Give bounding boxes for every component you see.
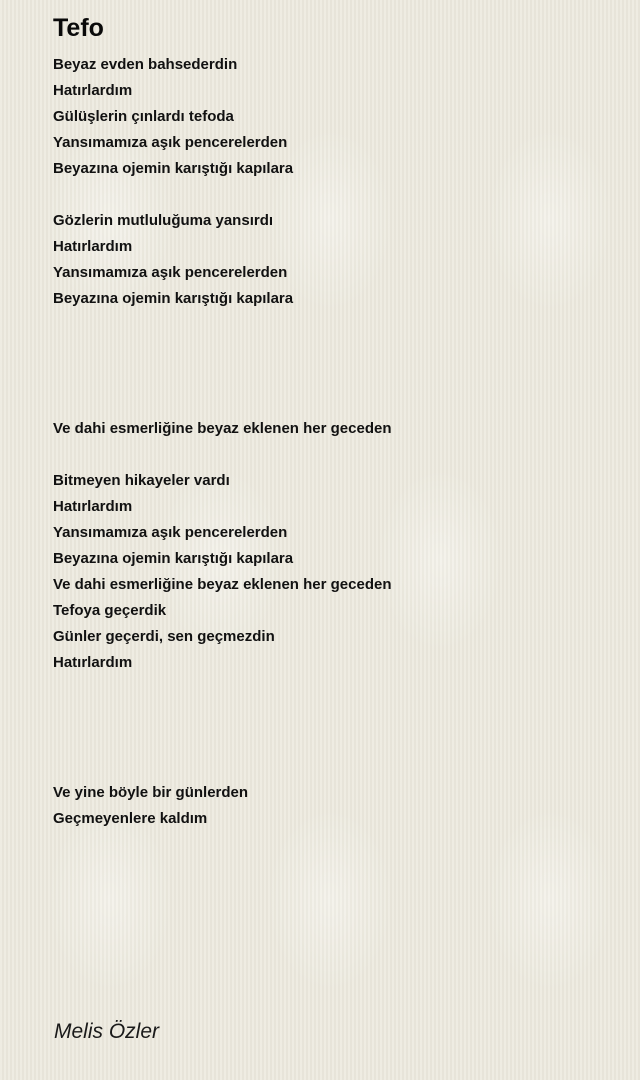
stanza-break (53, 442, 613, 468)
stanza-break (53, 676, 613, 702)
poem-line: Beyazına ojemin karıştığı kapılara (53, 290, 294, 307)
poem-body (53, 52, 613, 832)
stanza-break (53, 390, 613, 416)
poem-line: Tefoya geçerdik (53, 602, 167, 619)
stanza-break (53, 312, 613, 338)
poem-line: Hatırlardım (53, 498, 133, 515)
poem-line: Hatırlardım (53, 654, 133, 671)
poem-line: Beyazına ojemin karıştığı kapılara (53, 160, 294, 177)
poem-line: Bitmeyen hikayeler vardı (53, 472, 230, 489)
poem-line: Hatırlardım (53, 82, 133, 99)
stanza-break (53, 728, 613, 754)
poem-author: Melis Özler (54, 1020, 160, 1043)
poem-line: Beyazına ojemin karıştığı kapılara (53, 550, 294, 567)
stanza-break (53, 338, 613, 364)
stanza-break (53, 754, 613, 780)
poem-line: Yansımamıza aşık pencerelerden (53, 264, 288, 281)
poem-line: Hatırlardım (53, 238, 133, 255)
stanza-break (53, 364, 613, 390)
stanza-break (53, 702, 613, 728)
poem-line: Ve dahi esmerliğine beyaz eklenen her geceden (53, 576, 392, 593)
poem-line: Günler geçerdi, sen geçmezdin (53, 628, 275, 645)
poem-line: Yansımamıza aşık pencerelerden (53, 134, 288, 151)
poem-line: Gözlerin mutluluğuma yansırdı (53, 212, 274, 229)
poem-line: Yansımamıza aşık pencerelerden (53, 524, 288, 541)
stanza-break (53, 182, 613, 208)
poem-title: Tefo (53, 14, 104, 42)
poem-line: Ve yine böyle bir günlerden (53, 784, 249, 801)
poem-line: Geçmeyenlere kaldım (53, 810, 208, 827)
poem-line: Beyaz evden bahsederdin (53, 56, 238, 73)
poem-line: Gülüşlerin çınlardı tefoda (53, 108, 234, 125)
poem-line: Ve dahi esmerliğine beyaz eklenen her geceden (53, 420, 392, 437)
